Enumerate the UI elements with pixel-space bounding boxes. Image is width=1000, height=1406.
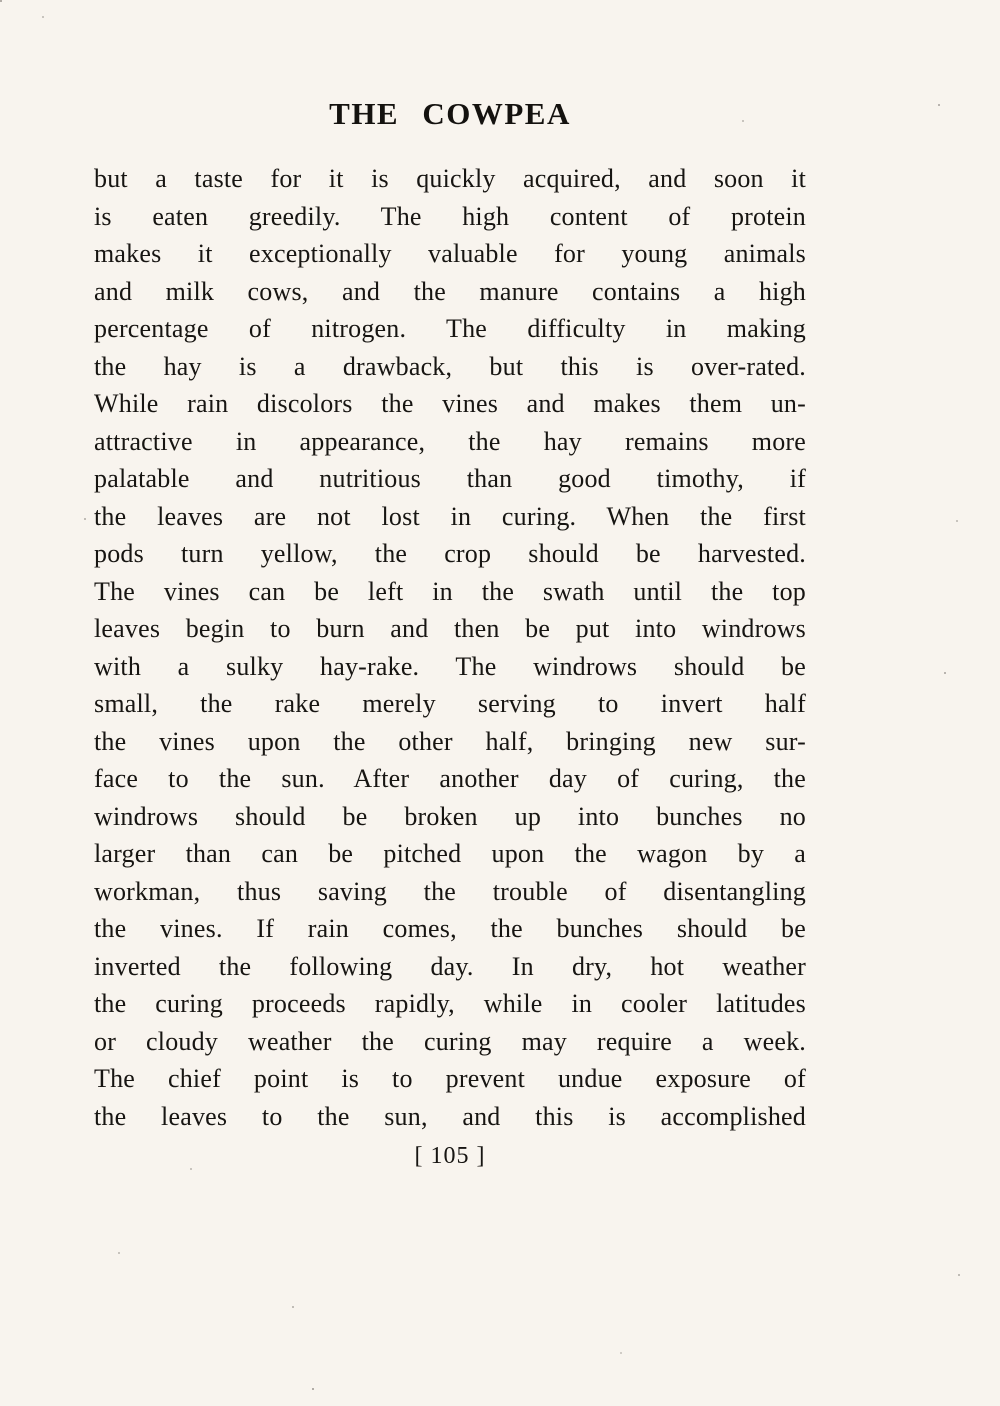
text-line: pods turn yellow, the crop should be harvested. bbox=[94, 539, 806, 568]
text-line: attractive in appearance, the hay remains more bbox=[94, 426, 806, 456]
text-line: the vines. If rain comes, the bunches should be bbox=[94, 914, 806, 943]
text-line: While rain discolors the vines and makes them un- bbox=[94, 389, 806, 418]
text-line: the curing proceeds rapidly, while in cooler latitudes bbox=[94, 989, 806, 1018]
page-title: THE COWPEA bbox=[329, 96, 571, 131]
text-line: and milk cows, and the manure contains a high bbox=[94, 276, 806, 306]
text-line: leaves begin to burn and then be put into windrows bbox=[94, 614, 806, 643]
text-line: is eaten greedily. The high content of protein bbox=[94, 201, 806, 231]
text-line: makes it exceptionally valuable for young animals bbox=[94, 239, 806, 268]
text-line: palatable and nutritious than good timothy, if bbox=[94, 464, 806, 493]
text-column bbox=[94, 96, 806, 1170]
text-line: workman, thus saving the trouble of disentangling bbox=[94, 876, 806, 906]
text-line: but a taste for it is quickly acquired, and soon it bbox=[94, 164, 806, 193]
text-line: The vines can be left in the swath until the top bbox=[94, 576, 806, 606]
text-line: the leaves are not lost in curing. When the first bbox=[94, 501, 806, 531]
text-line: larger than can be pitched upon the wagon by a bbox=[94, 839, 806, 868]
text-line: the vines upon the other half, bringing new sur- bbox=[94, 726, 806, 756]
text-line: with a sulky hay-rake. The windrows should be bbox=[94, 651, 806, 681]
text-line: The chief point is to prevent undue exposure of bbox=[94, 1064, 806, 1093]
text-line: small, the rake merely serving to invert half bbox=[94, 689, 806, 718]
text-line: the leaves to the sun, and this is accomplished bbox=[94, 1101, 806, 1131]
text-line: windrows should be broken up into bunches no bbox=[94, 801, 806, 831]
text-line: the hay is a drawback, but this is over-rated. bbox=[94, 351, 806, 381]
scan-noise bbox=[0, 0, 2, 2]
text-line: percentage of nitrogen. The difficulty in making bbox=[94, 314, 806, 343]
text-line: or cloudy weather the curing may require a week. bbox=[94, 1026, 806, 1056]
page-number: [ 105 ] bbox=[414, 1143, 486, 1169]
text-line: inverted the following day. In dry, hot weather bbox=[94, 951, 806, 981]
text-line: face to the sun. After another day of curing, the bbox=[94, 764, 806, 793]
body-text bbox=[94, 160, 806, 1135]
